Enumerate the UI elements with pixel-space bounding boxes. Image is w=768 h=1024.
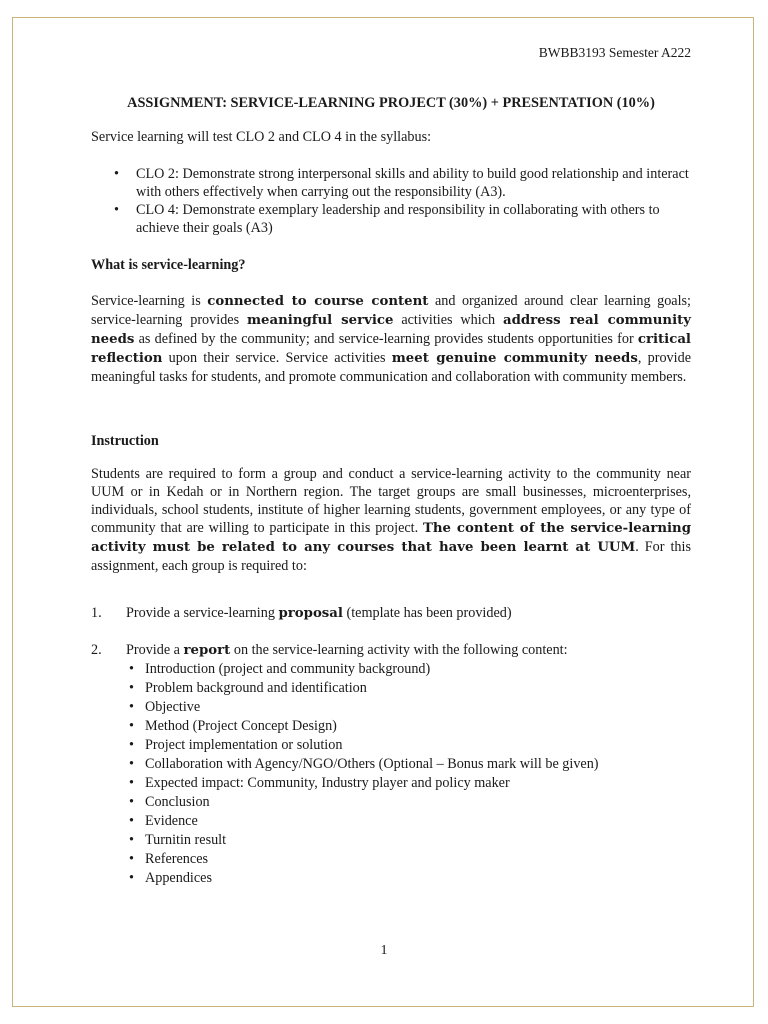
document-page: [12, 17, 754, 1007]
bold-run: connected to course content: [207, 294, 429, 309]
bold-run: The content of the service-learning activity must be related to any courses that have been learnt at UUM: [91, 521, 692, 555]
report-item: • Method (Project Concept Design): [126, 717, 691, 736]
bold-run: critical reflection: [91, 332, 691, 366]
report-item: • Evidence: [126, 812, 691, 831]
bold-run: address real community needs: [91, 313, 691, 347]
what-heading: What is service-learning?: [91, 257, 246, 273]
clo-item: • CLO 4: Demonstrate exemplary leadership and responsibility in collaborating with others to achieve their goals (A3): [91, 201, 691, 237]
bold-run: meaningful service: [246, 313, 394, 328]
page-number: 1: [380, 943, 388, 958]
text-run: Provide a: [126, 642, 184, 658]
task-item: [91, 641, 691, 888]
text-run: activities which: [393, 312, 503, 328]
clo-item: • CLO 2: Demonstrate strong interpersonal skills and ability to build good relationship and interact with others effectively when carrying out the responsibility (A3).: [91, 165, 691, 201]
report-item: • Collaboration with Agency/NGO/Others (Optional – Bonus mark will be given): [126, 755, 691, 774]
text-run: upon their service. Service activities: [162, 350, 392, 366]
instruction-paragraph: [91, 465, 691, 575]
text-run: Students are required to form a group and conduct a service-learning activity to the community near UUM or in Kedah or in Northern region. The target groups are small businesses, microenterprises, individuals, school students, institute of higher learning students, government employees, or any type of community that are willing to participate in this project.: [91, 466, 691, 536]
bold-run: proposal: [278, 606, 343, 621]
assignment-title: ASSIGNMENT: SERVICE-LEARNING PROJECT (30%) + PRESENTATION (10%): [127, 95, 655, 111]
intro-text: Service learning will test CLO 2 and CLO 4 in the syllabus:: [91, 129, 432, 145]
text-run: on the service-learning activity with the following content:: [230, 642, 568, 658]
report-item: • Objective: [126, 698, 691, 717]
course-code-header: BWBB3193 Semester A222: [538, 45, 691, 60]
instruction-heading: Instruction: [91, 433, 159, 449]
report-item: • Turnitin result: [126, 831, 691, 850]
text-run: . For this assignment, each group is required to:: [91, 539, 691, 574]
report-item: • Expected impact: Community, Industry player and policy maker: [126, 774, 691, 793]
report-item: • Problem background and identification: [126, 679, 691, 698]
text-run: Provide a service-learning: [126, 605, 279, 621]
clo-list: [91, 165, 691, 237]
task-item: [91, 604, 691, 623]
task-list: [91, 604, 691, 888]
task-number: 1.: [91, 605, 102, 621]
report-item: • Introduction (project and community background): [126, 660, 691, 679]
bold-run: report: [183, 643, 231, 658]
text-run: as defined by the community; and service-learning provides students opportunities for: [134, 331, 638, 347]
text-run: , provide meaningful tasks for students, and promote communication and collaboration with community members.: [91, 350, 691, 385]
task-number: 2.: [91, 642, 102, 658]
text-run: (template has been provided): [342, 605, 512, 621]
report-item: • Conclusion: [126, 793, 691, 812]
report-item: • References: [126, 850, 691, 869]
what-paragraph: [91, 292, 691, 386]
bold-run: meet genuine community needs: [391, 351, 638, 366]
text-run: and organized around clear learning goals; service-learning provides: [91, 293, 691, 328]
report-content-list: [126, 660, 691, 888]
report-item: • Appendices: [126, 869, 691, 888]
report-item: • Project implementation or solution: [126, 736, 691, 755]
text-run: Service-learning is: [91, 293, 208, 309]
